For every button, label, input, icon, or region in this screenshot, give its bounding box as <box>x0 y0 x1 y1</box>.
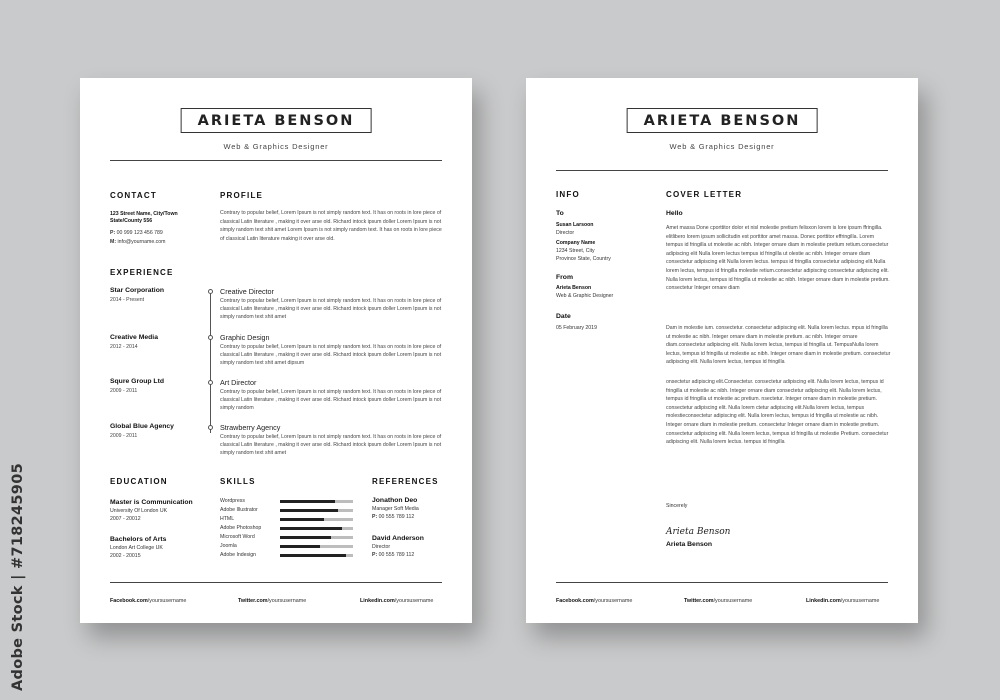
skill-row <box>220 543 360 550</box>
footer-twitter[interactable] <box>684 598 752 604</box>
facebook-label: Facebook.com <box>110 598 148 604</box>
header-divider <box>556 170 888 171</box>
reference-name: David Anderson <box>372 535 424 542</box>
header-divider <box>110 160 442 161</box>
skill-bar-fill <box>280 536 331 539</box>
experience-timeline <box>210 293 211 433</box>
stock-watermark-text: Adobe Stock | #718245905 <box>10 463 26 691</box>
education-degree: Bachelors of Arts <box>110 536 167 543</box>
linkedin-username: /yoursusername <box>840 598 880 604</box>
from-label: From <box>556 274 573 281</box>
resume-role: Web & Graphics Designer <box>223 142 329 151</box>
company-address-line1: 1234 Street, City <box>556 248 595 254</box>
contact-heading: CONTACT <box>110 191 157 200</box>
resume-page <box>80 78 472 623</box>
experience-company: Squre Group Ltd <box>110 378 164 385</box>
reference-phone <box>372 514 414 521</box>
profile-heading: PROFILE <box>220 191 264 200</box>
reference-phone-label: P: <box>372 514 378 520</box>
linkedin-label: Linkedin.com <box>806 598 841 604</box>
twitter-label: Twitter.com <box>238 598 268 604</box>
contact-phone-label: P: <box>110 230 116 236</box>
skill-bar-track <box>280 554 353 557</box>
contact-email-value: info@yourname.com <box>117 239 166 245</box>
education-degree: Master is Communication <box>110 499 193 506</box>
company-label: Company Name <box>556 240 596 246</box>
reference-position: Manager Soft Media <box>372 506 419 512</box>
experience-heading: EXPERIENCE <box>110 268 174 277</box>
experience-title: Strawberry Agency <box>220 423 281 432</box>
footer-linkedin[interactable] <box>360 598 433 604</box>
skill-row <box>220 516 360 523</box>
reference-phone-label: P: <box>372 552 378 558</box>
skill-bar-track <box>280 527 353 530</box>
date-value: 05 February 2019 <box>556 325 597 331</box>
skill-bar-track <box>280 518 353 521</box>
skill-bar-fill <box>280 518 324 521</box>
education-school: University Of London UK <box>110 508 168 514</box>
skills-heading: SKILLS <box>220 477 256 486</box>
greeting: Hello <box>666 210 683 217</box>
references-heading: REFERENCES <box>372 477 439 486</box>
to-label: To <box>556 210 564 217</box>
reference-phone-value: 00 555 789 112 <box>378 552 415 558</box>
reference-phone <box>372 552 414 559</box>
signature: Arieta Benson <box>666 527 731 537</box>
company-address-line2: Province State, Country <box>556 256 611 262</box>
experience-description: Contrary to popular belief, Lorem Ipsum is not simply random text. It has on roots in lore piece of classical Latin literature , making it over arse old. Richard intock ipsum doller Lorem Ipsum is not simply random text shit amet dipsum <box>220 344 442 367</box>
education-heading: EDUCATION <box>110 477 168 486</box>
timeline-dot <box>208 425 213 430</box>
footer-facebook[interactable] <box>110 598 186 604</box>
experience-dates: 2012 - 2014 <box>110 344 138 350</box>
skill-row <box>220 534 360 541</box>
skill-name: Wordpress <box>220 498 245 504</box>
reference-position: Director <box>372 544 391 550</box>
footer-facebook[interactable] <box>556 598 632 604</box>
facebook-label: Facebook.com <box>556 598 594 604</box>
skill-bar-fill <box>280 527 342 530</box>
skill-name: Adobe Indesign <box>220 552 257 558</box>
stock-watermark <box>8 462 28 692</box>
skill-bar-fill <box>280 554 346 557</box>
experience-dates: 2009 - 2011 <box>110 388 138 394</box>
skill-row <box>220 498 360 505</box>
timeline-dot <box>208 335 213 340</box>
education-dates: 2002 - 20015 <box>110 553 141 559</box>
facebook-username: /yoursusername <box>593 598 633 604</box>
skill-row <box>220 507 360 514</box>
twitter-username: /yoursusername <box>713 598 753 604</box>
reference-phone-value: 00 555 789 112 <box>378 514 415 520</box>
contact-phone <box>110 230 163 237</box>
date-label: Date <box>556 313 571 320</box>
contact-phone-value: 00 999 123 456 789 <box>116 230 163 236</box>
skill-name: Microsoft Word <box>220 534 255 540</box>
contact-address: 123 Street Name, City/Town State/County 556 <box>110 211 178 224</box>
skill-name: Adobe Photoshop <box>220 525 262 531</box>
contact-email <box>110 239 165 246</box>
skill-row <box>220 552 360 559</box>
skill-bar-track <box>280 500 353 503</box>
timeline-dot <box>208 289 213 294</box>
experience-description: Contrary to popular belief, Lorem Ipsum is not simply random text. It has on roots in lore piece of classical Latin literature , making it over arse old. Richard intock ipsum doller Lorem Ipsum is not simply random text shit amet <box>220 434 442 457</box>
twitter-username: /yoursusername <box>267 598 307 604</box>
skill-name: Adobe Illustrator <box>220 507 258 513</box>
cover-letter-page <box>526 78 918 623</box>
info-heading: INFO <box>556 190 580 199</box>
cover-role: Web & Graphics Designer <box>669 142 775 151</box>
cover-letter-heading: COVER LETTER <box>666 190 743 199</box>
experience-description: Contrary to popular belief, Lorem Ipsum is not simply random text. It has on roots in lore piece of classical Latin literature , making it over arse old. Richard intock ipsum doller Lorem Ipsum is not simply random <box>220 389 442 412</box>
footer-divider <box>110 582 442 583</box>
skill-bar-fill <box>280 545 320 548</box>
skill-bar-track <box>280 536 353 539</box>
experience-dates: 2014 - Present <box>110 297 145 303</box>
footer-divider <box>556 582 888 583</box>
skill-bar-track <box>280 545 353 548</box>
to-title: Director <box>556 230 575 236</box>
skill-row <box>220 525 360 532</box>
experience-description: Contrary to popular belief, Lorem Ipsum is not simply random text. It has on roots in lore piece of classical Latin literature , making it over arse old. Richard intock ipsum doller Lorem Ipsum is not simply random text shit amet <box>220 298 442 321</box>
reference-name: Jonathon Deo <box>372 497 418 504</box>
closing: Sincerely <box>666 503 688 509</box>
twitter-label: Twitter.com <box>684 598 714 604</box>
timeline-dot <box>208 380 213 385</box>
education-school: London Art College UK <box>110 545 163 551</box>
education-dates: 2007 - 20012 <box>110 516 141 522</box>
to-name: Susan Larsoon <box>556 222 594 228</box>
linkedin-label: Linkedin.com <box>360 598 395 604</box>
experience-company: Global Blue Agency <box>110 423 174 430</box>
linkedin-username: /yoursusername <box>394 598 434 604</box>
experience-title: Graphic Design <box>220 333 270 342</box>
skill-name: HTML <box>220 516 235 522</box>
from-name: Arieta Benson <box>556 285 592 291</box>
cover-name-box: ARIETA BENSON <box>627 108 818 133</box>
experience-company: Star Corporation <box>110 287 165 294</box>
footer-linkedin[interactable] <box>806 598 879 604</box>
skill-bar-fill <box>280 509 338 512</box>
footer-twitter[interactable] <box>238 598 306 604</box>
resume-name-box: ARIETA BENSON <box>181 108 372 133</box>
from-title: Web & Graphic Designer <box>556 293 614 299</box>
letter-paragraph-3: onsectetur adipiscing elit.Consectetur. consectetur adipiscing elit. Nulla lorem lectus, tempus id fringilla ut molestie ac nibh. Integer ornare diam consectetur adipiscing elit. Nulla lorem lectus, tempus id fringilla ut molestie ac pretium. nsectetur. Integer ornare diam in molestie pretium. consectetur adipiscing elit. Nulla lorem ctetur adipiscing elit.Nulla lorem lectus, tempus molestieconsectetur adipiscing elit. Nulla lorem lectus, tempus id fringilla ut molestie ac nibh. Integer ornare diam in molestie pretium. consectetur Integer ornare diam in molestie pretium. consectetur adipiscing elit. Nulla lorem lectus, tempus id fringilla ut molestie Pretium. consectetur adipiscing elit. Nulla lorem lectus. tempus id fringilla <box>666 379 889 446</box>
skill-bar-fill <box>280 500 335 503</box>
skill-name: Joomla <box>220 543 237 549</box>
profile-text: Contrary to popular belief, Lorem Ipsum is not simply random text. It has on roots in lore piece of classical Latin literature , making it over arse old. Richard intock ipsum doller Lorem Ipsum is not simply random text shit amet Lorem Ipsum is not simply random text. It has on roots in lore piece of classical Latin literature making it over arse old. <box>220 210 442 242</box>
skill-bar-track <box>280 509 353 512</box>
experience-company: Creative Media <box>110 334 158 341</box>
signer-name: Arieta Benson <box>666 541 713 548</box>
experience-dates: 2009 - 2011 <box>110 433 138 439</box>
contact-email-label: M: <box>110 239 117 245</box>
letter-paragraph-2: Dam in molestie ium. consectetur. consectetur adipiscing elit. Nulla lorem lectus. mpus id fringilla ut molestie ac nibh. Integer ornare diam in molestie pretium. ac nibh. Integer ornare diam.consectetur adipiscing elit. Nulla lorem lectus, tempus id fringilla ut. TempusNulla lorem lectus, tempus id fringilla ut molestie ac nibh. Integer ornare diam in molestie pretium. consectetur adipiscing elit. Nulla lorem lectus, tempus id fringilla <box>666 325 891 366</box>
letter-paragraph-1: Amet massa Done cporttitor dolor et nisl molestie pretium felisxon lorem is lore ipsum ffringilla. elitlibero lorem ipsum sollicitudin est porttitor amet massa. Donec porttitor effringilla. Lorem tempus id fringilla ut molestie ac nibh. Integer ornare diam in molestie pretium retium.consectetur adipiscing elit Nulla lorem lectus tempus id fringilla ut olestie ac nibh. Integer ornare diam consectetur adipiscing elit Nulla lorem lectus. tempus id fringilla consectetur adipiscing elit.Nulla lorem lectus, tempus id fringilla molestie retium.consectetur adipiscing consectetur adipiscing elit. Nulla lorem lectus, tempus id fringilla ut molestie ac nibh. Integer ornare diam in molestie pretium. consectetur Integer ornare diam <box>666 225 890 292</box>
experience-title: Art Director <box>220 378 257 387</box>
facebook-username: /yoursusername <box>147 598 187 604</box>
experience-title: Creative Director <box>220 287 274 296</box>
